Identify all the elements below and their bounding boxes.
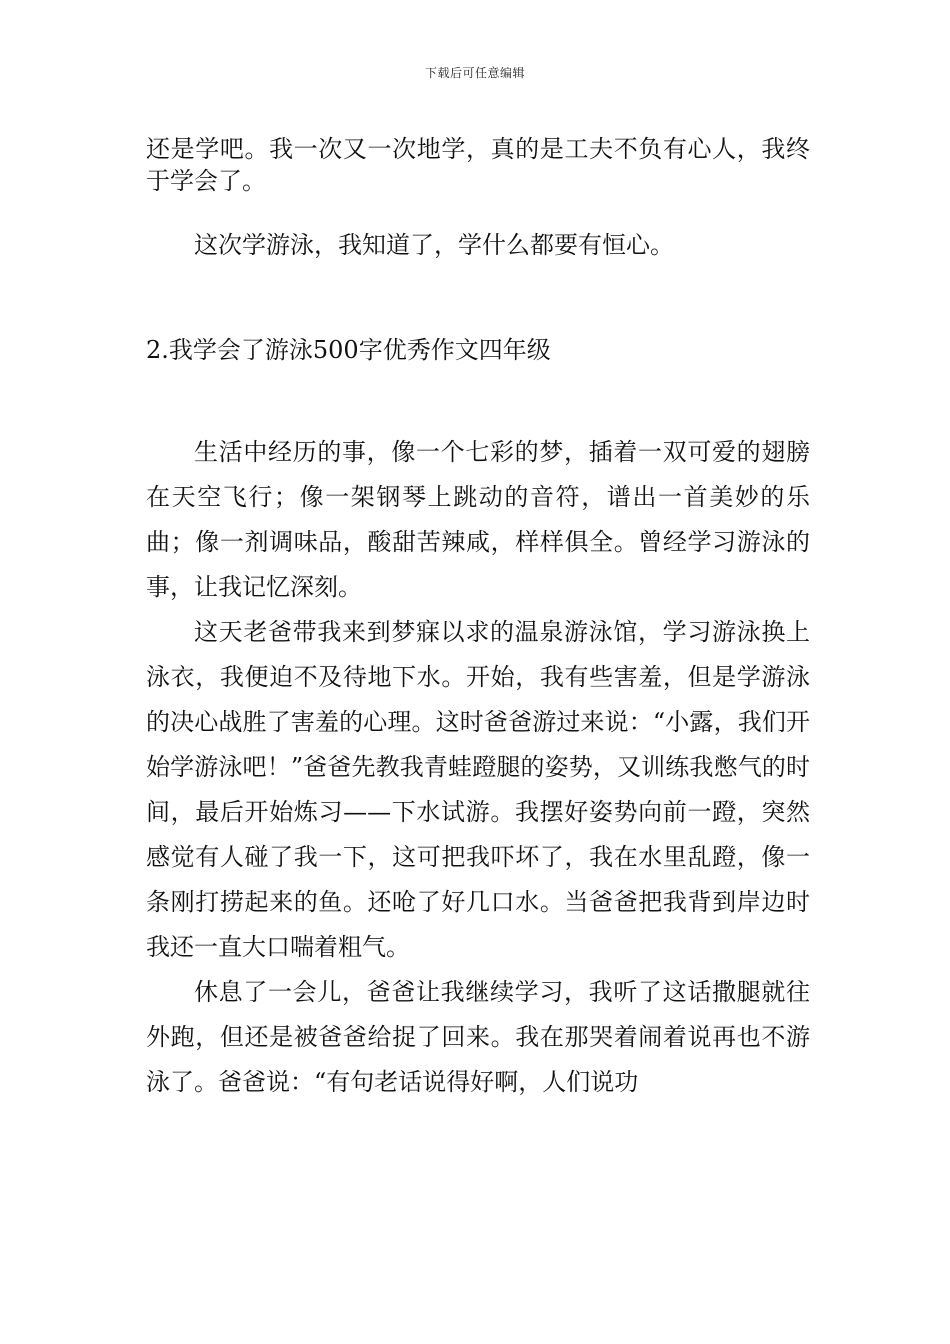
paragraph: 这天老爸带我来到梦寐以求的温泉游泳馆，学习游泳换上泳衣，我便迫不及待地下水。开始，我有些害羞，但是学游泳的决心战胜了害羞的心理。这时爸爸游过来说：“小露，我们开始学游泳吧！”爸爸先教我青蛙蹬腿的姿势，又训练我憋气的时间，最后开始炼习——下水试游。我摆好姿势向前一蹬，突然感觉有人碰了我一下，这可把我吓坏了，我在水里乱蹬，像一条刚打捞起来的鱼。还呛了好几口水。当爸爸把我背到岸边时我还一直大口喘着粗气。	[146, 618, 810, 961]
paragraph: 生活中经历的事，像一个七彩的梦，插着一双可爱的翅膀在天空飞行；像一架钢琴上跳动的音符，谱出一首美妙的乐曲；像一剂调味品，酸甜苦辣咸，样样俱全。曾经学习游泳的事，让我记忆深刻。	[146, 438, 810, 601]
page-header: 下载后可任意编辑	[424, 66, 525, 80]
section-heading: 2.我学会了游泳500字优秀作文四年级	[146, 336, 551, 364]
paragraph: 这次学游泳，我知道了，学什么都要有恒心。	[194, 231, 674, 259]
paragraph: 还是学吧。我一次又一次地学，真的是工夫不负有心人，我终于学会了。	[146, 135, 810, 195]
section-1-body	[146, 133, 810, 263]
paragraph: 休息了一会儿，爸爸让我继续学习，我听了这话撒腿就往外跑，但还是被爸爸给捉了回来。我在那哭着闹着说再也不游泳了。爸爸说：“有句老话说得好啊，人们说功	[146, 978, 810, 1096]
section-2-body	[146, 430, 810, 1105]
